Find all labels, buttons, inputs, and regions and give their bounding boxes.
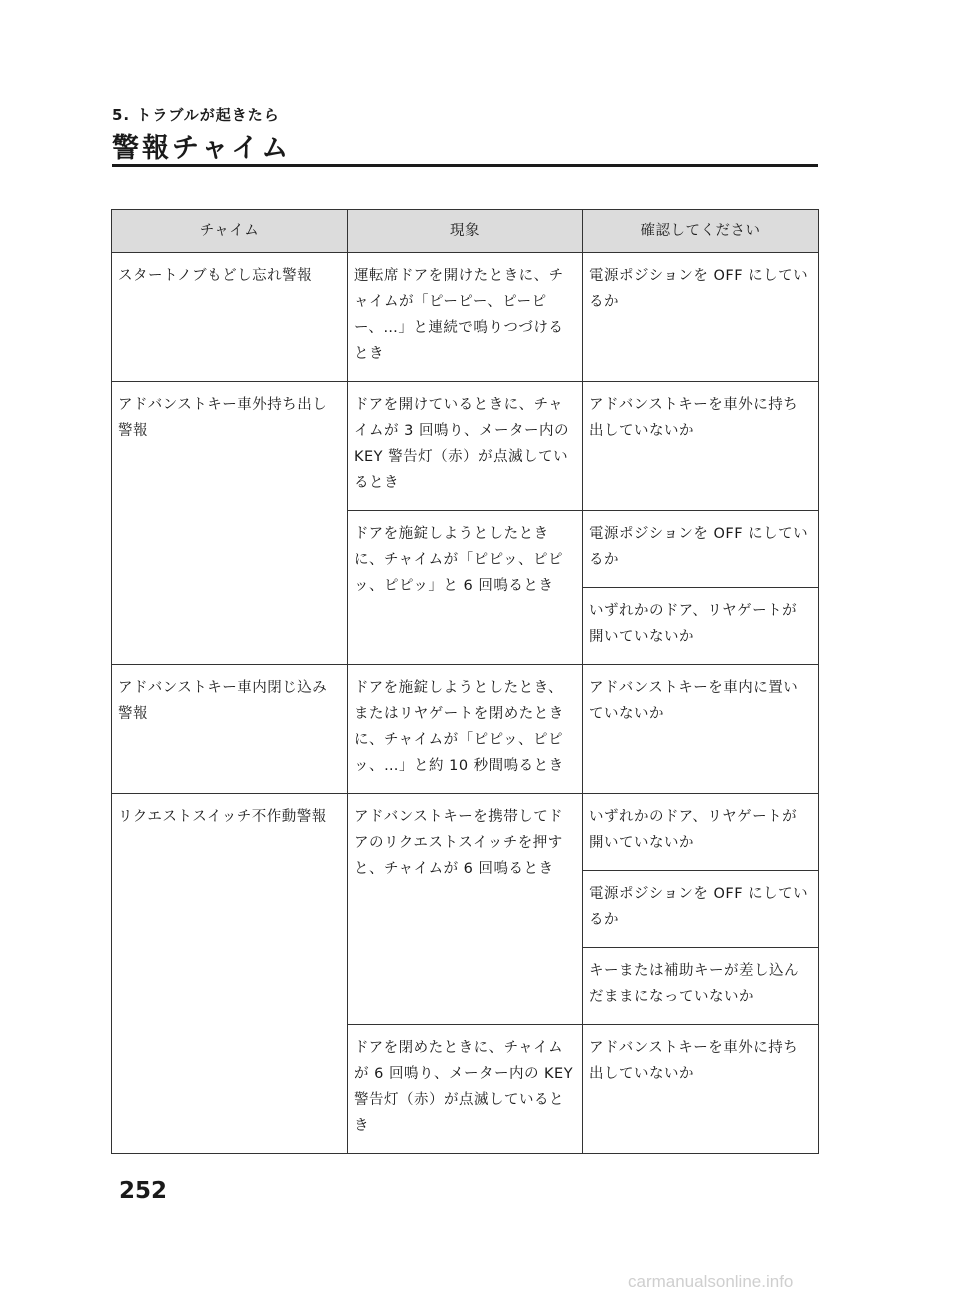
phenomenon-cell: ドアを開けているときに、チャイムが 3 回鳴り、メーター内の KEY 警告灯（赤）が点滅しているとき: [348, 382, 583, 511]
chime-cell: スタートノブもどし忘れ警報: [112, 253, 348, 382]
table-row: [112, 253, 819, 382]
page-title: 警報チャイム: [112, 133, 292, 164]
check-cell: いずれかのドア、リヤゲートが開いていないか: [583, 588, 819, 665]
header-check: 確認してください: [583, 210, 819, 253]
watermark: carmanualsonline.info: [628, 1272, 794, 1291]
check-cell: アドバンストキーを車内に置いていないか: [583, 665, 819, 794]
check-cell: アドバンストキーを車外に持ち出していないか: [583, 1025, 819, 1154]
table-header-row: [112, 210, 819, 253]
check-cell: アドバンストキーを車外に持ち出していないか: [583, 382, 819, 511]
table-row: [112, 794, 819, 871]
table-row: [112, 382, 819, 511]
table-row: [112, 665, 819, 794]
phenomenon-cell: 運転席ドアを開けたときに、チャイムが「ピーピー、ピーピー、…」と連続で鳴りつづけるとき: [348, 253, 583, 382]
phenomenon-cell: アドバンストキーを携帯してドアのリクエストスイッチを押すと、チャイムが 6 回鳴るとき: [348, 794, 583, 1025]
chime-cell: アドバンストキー車内閉じ込み警報: [112, 665, 348, 794]
check-cell: いずれかのドア、リヤゲートが開いていないか: [583, 794, 819, 871]
check-cell: キーまたは補助キーが差し込んだままになっていないか: [583, 948, 819, 1025]
title-rule: [112, 164, 818, 167]
check-cell: 電源ポジションを OFF にしているか: [583, 871, 819, 948]
phenomenon-cell: ドアを閉めたときに、チャイムが 6 回鳴り、メーター内の KEY 警告灯（赤）が点滅しているとき: [348, 1025, 583, 1154]
header-chime: チャイム: [112, 210, 348, 253]
phenomenon-cell: ドアを施錠しようとしたとき、またはリヤゲートを閉めたときに、チャイムが「ピピッ、ピピッ、…」と約 10 秒間鳴るとき: [348, 665, 583, 794]
chime-cell: リクエストスイッチ不作動警報: [112, 794, 348, 1154]
phenomenon-cell: ドアを施錠しようとしたときに、チャイムが「ピピッ、ピピッ、ピピッ」と 6 回鳴るとき: [348, 511, 583, 665]
header-phenomenon: 現象: [348, 210, 583, 253]
chime-cell: アドバンストキー車外持ち出し警報: [112, 382, 348, 665]
page-number: 252: [119, 1178, 168, 1204]
section-header: 5. トラブルが起きたら: [112, 106, 280, 124]
check-cell: 電源ポジションを OFF にしているか: [583, 253, 819, 382]
check-cell: 電源ポジションを OFF にしているか: [583, 511, 819, 588]
chime-table: [111, 209, 819, 1154]
